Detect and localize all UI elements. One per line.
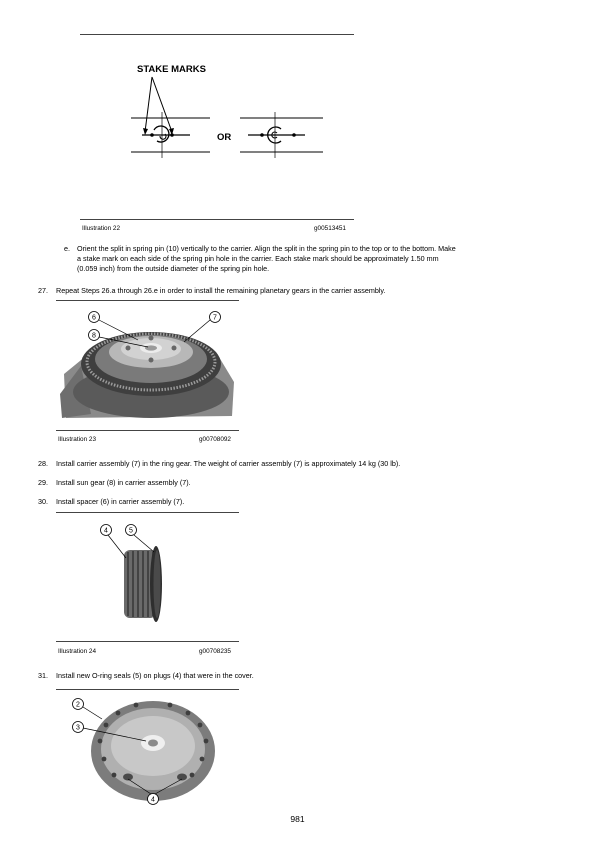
illustration-24-top-rule xyxy=(56,512,239,513)
illustration-23-caption-rule xyxy=(56,430,239,431)
step-30-number: 30. xyxy=(38,497,48,506)
illustration-22-caption-rule xyxy=(80,219,354,220)
illustration-23-code: g00708092 xyxy=(199,436,231,443)
illustration-22-caption: Illustration 22 xyxy=(82,225,121,232)
step-e-line-1: Orient the split in spring pin (10) vertically to the carrier. Align the split in the spring pin to the top or to the bottom. Make xyxy=(77,244,456,253)
step-e-marker: e. xyxy=(64,244,70,253)
illustration-24-caption-rule xyxy=(56,641,239,642)
cover-photo xyxy=(56,693,239,809)
illustration-24-caption: Illustration 24 xyxy=(58,648,97,655)
page-number: 981 xyxy=(290,814,305,824)
callout-7: 7 xyxy=(213,314,217,322)
callout-5: 5 xyxy=(129,527,133,535)
stake-marks-diagram xyxy=(110,55,330,165)
callout-4: 4 xyxy=(104,527,108,535)
illustration-25-top-rule xyxy=(56,689,239,690)
carrier-assembly-photo xyxy=(56,304,239,422)
step-e-line-3: (0.059 inch) from the outside diameter of the spring pin hole. xyxy=(77,264,270,273)
illustration-22-top-rule xyxy=(80,34,354,35)
callout-6: 6 xyxy=(92,314,96,322)
step-31-number: 31. xyxy=(38,671,48,680)
plug-with-o-rings-photo xyxy=(56,516,239,632)
step-27-text: Repeat Steps 26.a through 26.e in order to install the remaining planetary gears in the carrier assembly. xyxy=(56,286,386,295)
callout-4-cover: 4 xyxy=(151,796,155,804)
step-28-number: 28. xyxy=(38,459,48,468)
illustration-24-code: g00708235 xyxy=(199,648,231,655)
step-31-text: Install new O-ring seals (5) on plugs (4) that were in the cover. xyxy=(56,671,254,680)
step-29-text: Install sun gear (8) in carrier assembly (7). xyxy=(56,478,191,487)
step-e-line-2: a stake mark on each side of the spring pin hole in the carrier. Each stake mark should be approximately 1.50 mm xyxy=(77,254,439,263)
step-28-text: Install carrier assembly (7) in the ring gear. The weight of carrier assembly (7) is approximately 14 kg (30 lb). xyxy=(56,459,401,468)
step-27-number: 27. xyxy=(38,286,48,295)
illustration-23-caption: Illustration 23 xyxy=(58,436,97,443)
callout-3: 3 xyxy=(76,724,80,732)
step-29-number: 29. xyxy=(38,478,48,487)
callout-8: 8 xyxy=(92,332,96,340)
stake-marks-heading: STAKE MARKS xyxy=(137,64,206,75)
illustration-23-top-rule xyxy=(56,300,239,301)
illustration-22-code: g00513451 xyxy=(314,225,346,232)
callout-2: 2 xyxy=(76,701,80,709)
step-30-text: Install spacer (6) in carrier assembly (7). xyxy=(56,497,185,506)
or-label: OR xyxy=(217,132,232,143)
